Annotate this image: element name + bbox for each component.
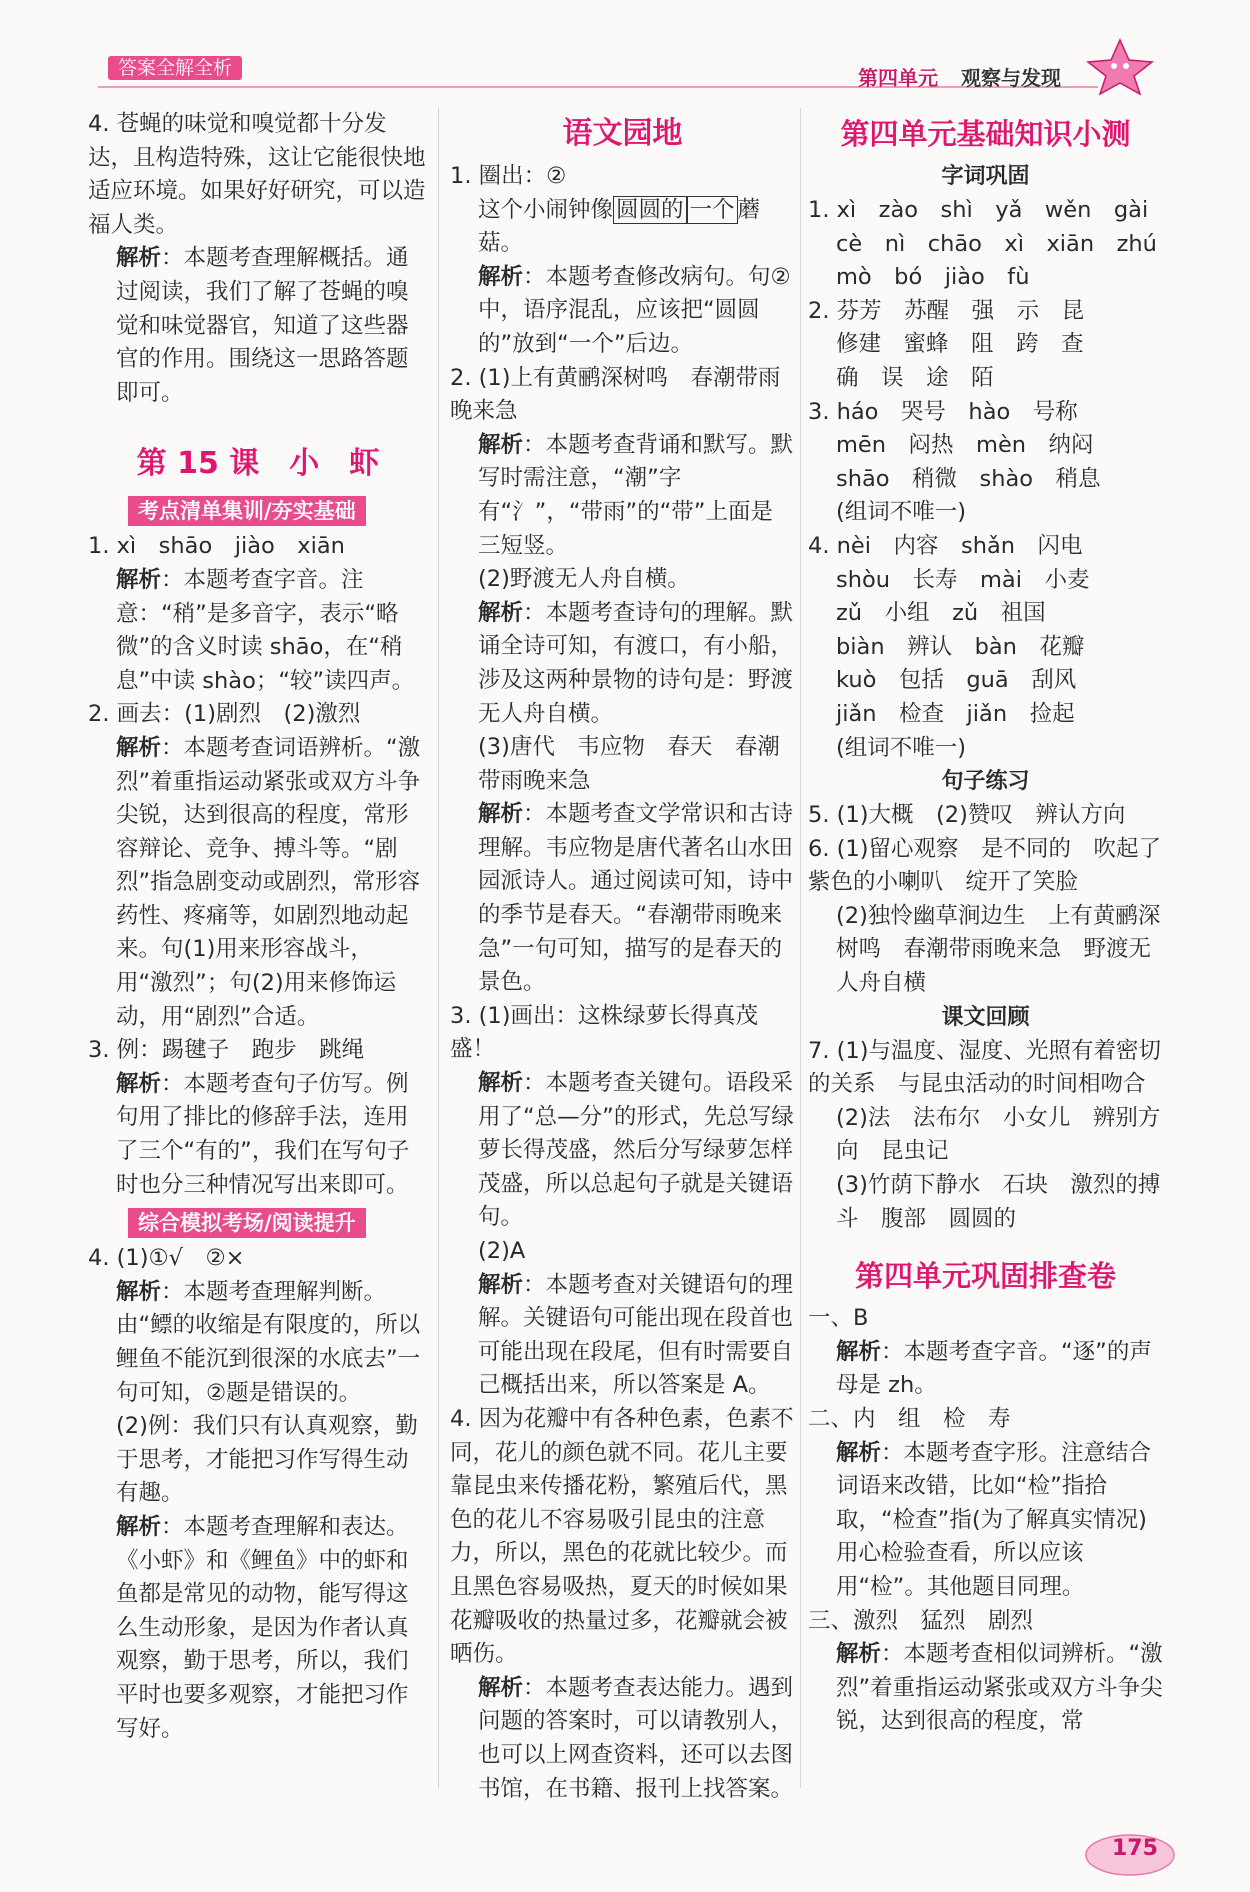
explanation: 解析：本题考查词语辨析。“激烈”着重指运动紧张或双方斗争尖锐，达到很高的程度，常形容辩论、竞争、搏斗等。“剧烈”指急剧变动或剧烈，常形容药性、疼痛等，如剧烈地动起来。句(1)用来形容战斗，用“激烈”；句(2)用来修饰运动，用“剧烈”合适。 (116, 734, 421, 1030)
answer-text: 4. (1)①√ ②× (88, 1245, 245, 1272)
answer-text: 三、激烈 猛烈 剧烈 (808, 1607, 1034, 1634)
explanation: 解析：本题考查理解概括。通过阅读，我们了解了苍蝇的嗅觉和味觉器官，知道了这些器官的作用。围绕这一思路答题即可。 (116, 245, 409, 406)
answer-text: 2. 芬芳 苏醒 强 示 昆 (808, 297, 1085, 324)
answer-text: kuò 包括 guā 刮风 (836, 667, 1077, 694)
answer-text: 6. (1)留心观察 是不同的 吹起了紫色的小喇叭 绽开了笑脸 (808, 835, 1161, 896)
answer-text: zǔ 小组 zǔ 祖国 (836, 600, 1046, 627)
section-title: 第四单元基础知识小测 (840, 117, 1131, 151)
answer-text: 3. 例：踢毽子 跑步 跳绳 (88, 1037, 365, 1064)
sub-heading: 句子练习 (941, 769, 1030, 795)
answer-text: shāo 稍微 shào 稍息 (836, 465, 1101, 492)
explanation: 解析：本题考查关键句。语段采用了“总—分”的形式，先总写绿萝长得茂盛，然后分写绿萝怎样茂盛，所以总起句子就是关键语句。 (478, 1070, 794, 1231)
answer-note: (组词不唯一) (836, 499, 967, 526)
answer-note: (组词不唯一) (836, 734, 967, 761)
answer-text: 1. 圈出：② (450, 163, 567, 189)
explanation: 解析：本题考查句子仿写。例句用了排比的修辞手法，连用了三个“有的”，我们在写句子时也分三种情况写出来即可。 (116, 1070, 410, 1198)
unit-theme: 观察与发现 (960, 66, 1061, 90)
column-left (88, 108, 428, 1746)
sub-heading: 课文回顾 (941, 1004, 1030, 1030)
explanation: 解析：本题考查表达能力。遇到问题的答案时，可以请教别人，也可以上网查资料，还可以去图书馆，在书籍、报刊上找答案。 (478, 1674, 794, 1802)
page-header (0, 0, 1250, 100)
answer-text: (2)独怜幽草涧边生 上有黄鹂深树鸣 春潮带雨晚来急 野渡无人舟自横 (836, 902, 1161, 997)
answer-text: 二、内 组 检 寿 (808, 1406, 1011, 1432)
answer-text: biàn 辨认 bàn 花瓣 (836, 633, 1085, 660)
answer-text: 一、B (808, 1305, 869, 1332)
explanation: 解析：本题考查相似词辨析。“激烈”着重指运动紧张或双方斗争尖锐，达到很高的程度，常 (836, 1641, 1163, 1735)
explanation: 解析：本题考查字形。注意结合词语来改错，比如“检”指拾取，“检查”指(为了解真实情况)用心检验查看，所以应该用“检”。其他题目同理。 (836, 1439, 1152, 1600)
answer-text: (2)A (478, 1238, 526, 1264)
explanation: 解析：本题考查理解和表达。《小虾》和《鲤鱼》中的虾和鱼都是常见的动物，能写得这么生动形象，是因为作者认真观察，勤于思考，所以，我们平时也要多观察，才能把习作写好。 (116, 1513, 409, 1742)
answer-text: 确 误 途 陌 (836, 364, 994, 391)
explanation: 解析：本题考查诗句的理解。默诵全诗可知，有渡口，有小船，涉及这两种景物的诗句是：野渡无人舟自横。 (478, 599, 794, 727)
explanation: 解析：本题考查修改病句。句②中，语序混乱，应该把“圆圆的”放到“一个”后边。 (478, 263, 791, 357)
explanation: 解析：本题考查对关键语句的理解。关键语句可能出现在段首也可能出现在段尾，但有时需要自己概括出来，所以答案是 A。 (478, 1271, 794, 1399)
answer-text: (3)唐代 韦应物 春天 春潮带雨晚来急 (478, 734, 780, 794)
answer-text: mēn 闷热 mèn 纳闷 (836, 432, 1094, 459)
answer-sentence: 这个小闹钟像 圆圆的 一个 蘑菇。 (478, 196, 761, 257)
explanation: 解析：本题考查理解判断。由“鳔的收缩是有限度的，所以鲤鱼不能沉到很深的水底去”一句可知，②题是错误的。 (116, 1278, 421, 1406)
star-icon (1080, 36, 1160, 96)
answer-badge: 答案全解全析 (108, 56, 242, 80)
sub-heading: 字词巩固 (941, 164, 1030, 189)
answer-text: 4. 因为花瓣中有各种色素，色素不同，花儿的颜色就不同。花儿主要靠昆虫来传播花粉，繁殖后代，黑色的花儿不容易吸引昆虫的注意力，所以，黑色的花就比较少。而且黑色容易吸热，夏天的时候如果花瓣吸收的热量过多，花瓣就会被晒伤。 (450, 1405, 794, 1668)
column-divider (800, 108, 801, 1788)
section-title: 语文园地 (562, 116, 683, 151)
answer-text: (2)例：我们只有认真观察，勤于思考，才能把习作写得生动有趣。 (116, 1413, 418, 1507)
circled-word: 一个 (687, 196, 738, 224)
answer-text: (2)法 法布尔 小女儿 辨别方向 昆虫记 (836, 1104, 1161, 1165)
unit-heading (858, 62, 1061, 91)
answer-text: 4. 苍蝇的味觉和嗅觉都十分发达，且构造特殊，这让它能很快地适应环境。如果好好研究，可以造福人类。 (88, 111, 426, 238)
explanation: 解析：本题考查文学常识和古诗理解。韦应物是唐代著名山水田园派诗人。通过阅读可知，诗中的季节是春天。“春潮带雨晚来急”一句可知，描写的是春天的景色。 (478, 801, 794, 996)
explanation: 解析：本题考查字音。“逐”的声母是 zh。 (836, 1338, 1152, 1399)
column-right (808, 108, 1163, 1739)
section-band: 综合模拟考场/阅读提升 (128, 1208, 366, 1238)
answer-text: 5. (1)大概 (2)赞叹 辨认方向 (808, 802, 1126, 829)
answer-text: 3. háo 哭号 hào 号称 (808, 398, 1078, 425)
unit-label: 第四单元 (858, 66, 938, 90)
circled-word: 圆圆的 (613, 196, 687, 224)
answer-text: cè nì chāo xì xiān zhú (836, 230, 1157, 257)
answer-text: shòu 长寿 mài 小麦 (836, 566, 1090, 593)
answer-text: 4. nèi 内容 shǎn 闪电 (808, 532, 1083, 559)
answer-text: 3. (1)画出：这株绿萝长得真茂盛！ (450, 1002, 758, 1063)
lesson-title: 第 15 课 小 虾 (136, 446, 380, 482)
answer-text: (2)野渡无人舟自横。 (478, 566, 690, 593)
answer-text: 1. xì shāo jiào xiān (88, 533, 345, 560)
answer-text: jiǎn 检查 jiǎn 捡起 (836, 700, 1075, 727)
page-number: 175 (1112, 1836, 1158, 1861)
section-title: 第四单元巩固排查卷 (854, 1259, 1116, 1294)
column-middle (450, 108, 795, 1806)
column-divider (438, 108, 439, 1788)
answer-text: mò bó jiào fù (836, 264, 1030, 291)
answer-text: 7. (1)与温度、湿度、光照有着密切的关系 与昆虫活动的时间相吻合 (808, 1037, 1161, 1098)
answer-text: 2. 画去：(1)剧烈 (2)激烈 (88, 701, 361, 728)
explanation: 解析：本题考查背诵和默写。默写时需注意，“潮”字有“氵”，“带雨”的“带”上面是三短竖。 (478, 431, 794, 559)
answer-text: 修建 蜜蜂 阻 跨 查 (836, 331, 1084, 358)
answer-text: (3)竹荫下静水 石块 激烈的搏斗 腹部 圆圆的 (836, 1172, 1161, 1232)
answer-text: 1. xì zào shì yǎ wěn gài (808, 197, 1149, 223)
answer-text: 2. (1)上有黄鹂深树鸣 春潮带雨晚来急 (450, 364, 781, 425)
section-band: 考点清单集训/夯实基础 (128, 496, 366, 526)
explanation: 解析：本题考查字音。注意：“稍”是多音字，表示“略微”的含义时读 shāo，在“稍息”中读 shào；“较”读四声。 (116, 566, 415, 694)
